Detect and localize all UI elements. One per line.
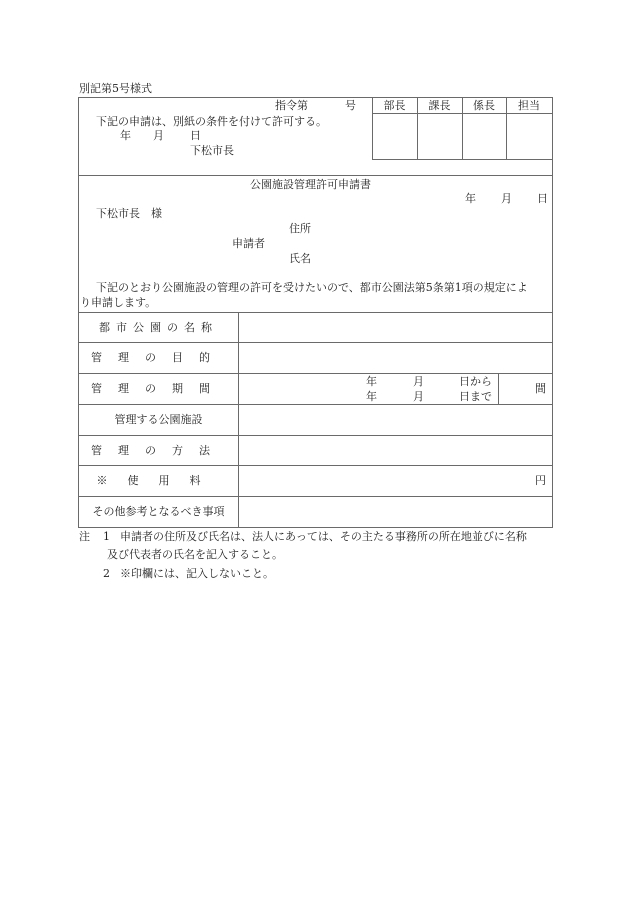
stamp-header-section-chief: 課長 <box>428 99 451 112</box>
row-label-purpose: 管理の目的 <box>91 351 226 364</box>
other-field[interactable] <box>240 497 551 526</box>
application-date-month: 月 <box>501 192 512 205</box>
period-dates-field[interactable] <box>240 374 497 403</box>
approval-date-month: 月 <box>153 129 164 142</box>
row-label-facility: 管理する公園施設 <box>114 413 203 426</box>
note-1-line2: 及び代表者の氏名を記入すること。 <box>107 548 283 561</box>
row-label-fee: ※使用料 <box>96 474 221 487</box>
note-2-number: 2 <box>103 567 110 580</box>
stamp-cell-section-chief[interactable] <box>418 114 462 159</box>
period-to-day: 日まで <box>459 390 492 403</box>
form-number: 別記第5号様式 <box>79 82 152 95</box>
application-body-line1: 下記のとおり公園施設の管理の許可を受けたいので、都市公園法第5条第1項の規定によ <box>96 281 528 294</box>
period-duration-divider <box>498 373 499 404</box>
purpose-field[interactable] <box>240 343 551 373</box>
application-date-year: 年 <box>465 192 476 205</box>
stamp-header-staff: 担当 <box>518 99 540 112</box>
application-title: 公園施設管理許可申請書 <box>250 178 371 191</box>
note-2-line1: ※印欄には、記入しないこと。 <box>120 567 274 580</box>
fee-unit: 円 <box>535 474 546 487</box>
row-label-other: その他参考となるべき事項 <box>92 505 225 518</box>
approval-statement: 下記の申請は、別紙の条件を付けて許可する。 <box>96 115 327 128</box>
address-label: 住所 <box>289 222 311 235</box>
row-label-period: 管理の期間 <box>91 382 226 395</box>
stamp-header-director: 部長 <box>383 99 406 112</box>
order-number-suffix: 号 <box>345 99 356 112</box>
section-divider <box>78 175 553 176</box>
facility-field[interactable] <box>240 405 551 435</box>
period-from-year: 年 <box>366 375 377 388</box>
method-field[interactable] <box>240 436 551 465</box>
application-date-day: 日 <box>537 192 548 205</box>
stamp-cell-director[interactable] <box>373 114 417 159</box>
period-to-month: 月 <box>413 390 424 403</box>
addressee: 下松市長 様 <box>96 207 162 220</box>
notes-prefix: 注 <box>79 530 90 543</box>
approval-date-year: 年 <box>120 129 131 142</box>
period-to-year: 年 <box>366 390 377 403</box>
application-body-line2: り申請します。 <box>80 296 157 309</box>
period-duration-unit: 間 <box>535 382 546 395</box>
row-label-park-name: 都市公園の名称 <box>99 321 218 334</box>
park-name-field[interactable] <box>240 313 551 342</box>
period-duration-field[interactable] <box>500 374 530 403</box>
approval-issuer: 下松市長 <box>190 144 234 157</box>
order-number-prefix: 指令第 <box>275 99 308 112</box>
period-from-month: 月 <box>413 375 424 388</box>
note-1-number: 1 <box>103 530 110 543</box>
stamp-header-subsection-chief: 係長 <box>473 99 495 112</box>
note-1-line1: 申請者の住所及び氏名は、法人にあっては、その主たる事務所の所在地並びに名称 <box>120 530 527 543</box>
fee-field[interactable] <box>240 466 530 496</box>
table-column-divider <box>238 312 239 527</box>
row-label-method: 管理の方法 <box>91 444 226 457</box>
name-label: 氏名 <box>289 252 311 265</box>
period-from-day: 日から <box>459 375 492 388</box>
stamp-cell-subsection-chief[interactable] <box>463 114 506 159</box>
applicant-label: 申請者 <box>232 237 265 250</box>
approval-date-day: 日 <box>190 129 201 142</box>
stamp-cell-staff[interactable] <box>507 114 552 159</box>
